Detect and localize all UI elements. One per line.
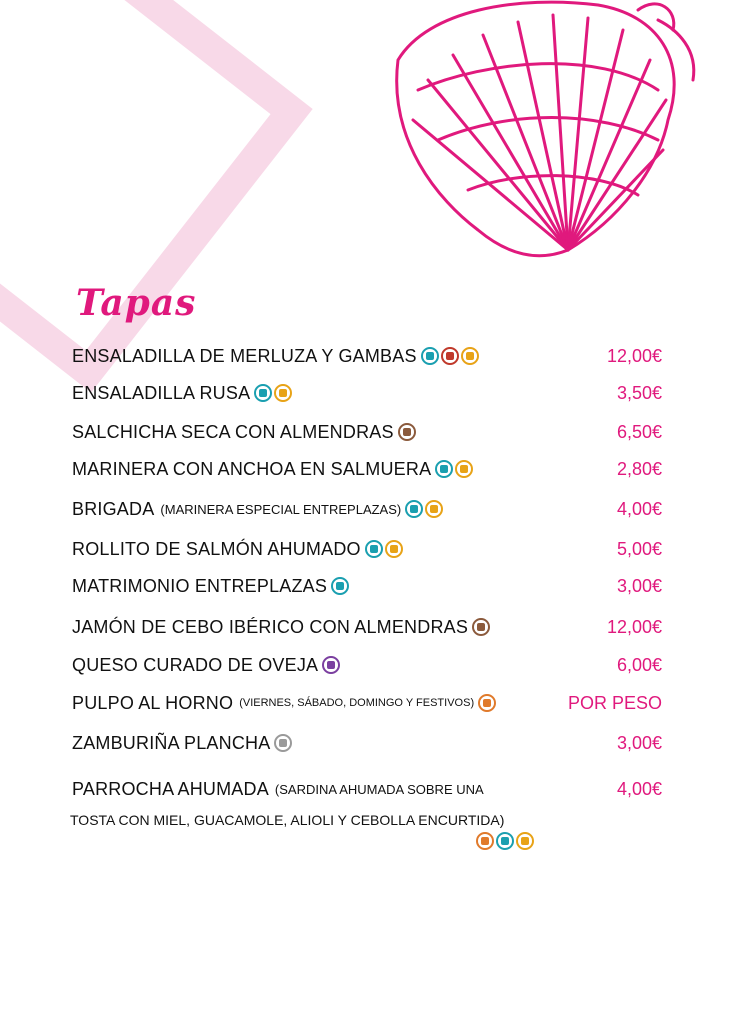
gluten-icon: [461, 347, 479, 365]
menu-item: [72, 730, 662, 756]
nuts-icon: [472, 618, 490, 636]
allergen-icons: [322, 656, 342, 674]
menu-item: [72, 652, 662, 678]
allergen-icons: [405, 500, 445, 518]
item-name: ENSALADILLA RUSA: [72, 382, 251, 403]
allergen-icons: [435, 460, 475, 478]
shellfish-icon: [441, 347, 459, 365]
item-name: ZAMBURIÑA PLANCHA: [72, 732, 271, 753]
fish-icon: [421, 347, 439, 365]
menu-item: [72, 776, 662, 802]
allergen-icons: [421, 347, 481, 365]
dairy-icon: [322, 656, 340, 674]
menu-item: [72, 536, 662, 562]
item-note: (VIERNES, SÁBADO, DOMINGO Y FESTIVOS): [239, 697, 475, 709]
fish-icon: [435, 460, 453, 478]
item-price: 6,00€: [616, 654, 662, 675]
item-price: 12,00€: [606, 616, 662, 637]
allergen-icons: [398, 423, 418, 441]
decorative-frame: [0, 0, 313, 393]
item-name: SALCHICHA SECA CON ALMENDRAS: [72, 421, 394, 442]
menu-item: [72, 419, 662, 445]
item-price: 4,00€: [616, 498, 662, 519]
menu-item: [72, 380, 662, 406]
item-price: 4,00€: [616, 778, 662, 799]
item-price: 3,00€: [616, 575, 662, 596]
gluten-icon: [516, 832, 534, 850]
gluten-icon: [425, 500, 443, 518]
allergen-icons: [331, 577, 351, 595]
allergen-icons: [472, 618, 492, 636]
fish-icon: [254, 384, 272, 402]
item-price: 2,80€: [616, 458, 662, 479]
item-name: ROLLITO DE SALMÓN AHUMADO: [72, 538, 361, 559]
menu-item: [72, 343, 662, 369]
item-price: 3,00€: [616, 732, 662, 753]
fish-icon: [331, 577, 349, 595]
item-price: 3,50€: [616, 382, 662, 403]
allergen-icons: [478, 694, 498, 712]
allergen-icons: [254, 384, 294, 402]
allergen-icons: [274, 734, 294, 752]
item-name: JAMÓN DE CEBO IBÉRICO CON ALMENDRAS: [72, 616, 469, 637]
item-name: BRIGADA: [72, 498, 155, 519]
allergen-icons: [365, 540, 405, 558]
item-price: 12,00€: [606, 345, 662, 366]
item-name: QUESO CURADO DE OVEJA: [72, 654, 319, 675]
nuts-icon: [398, 423, 416, 441]
item-name: MARINERA CON ANCHOA EN SALMUERA: [72, 458, 432, 479]
gluten-icon: [385, 540, 403, 558]
mollusc-icon: [478, 694, 496, 712]
item-name: PULPO AL HORNO: [72, 692, 234, 713]
item-price: 6,50€: [616, 421, 662, 442]
item-price: 5,00€: [616, 538, 662, 559]
menu-item: [72, 573, 662, 599]
section-title: Tapas: [76, 282, 197, 324]
menu-item: [72, 456, 662, 482]
item-description-continuation: TOSTA CON MIEL, GUACAMOLE, ALIOLI Y CEBOLLA ENCURTIDA): [70, 812, 505, 828]
mollusc-icon: [476, 832, 494, 850]
item-name: ENSALADILLA DE MERLUZA Y GAMBAS: [72, 345, 417, 366]
gluten-icon: [455, 460, 473, 478]
menu-item: [72, 496, 662, 522]
item-name: PARROCHA AHUMADA: [72, 778, 269, 799]
menu-item: [72, 614, 662, 640]
item-price: POR PESO: [567, 692, 662, 713]
scallop-shell-illustration: [368, 0, 708, 262]
allergen-icons: [476, 832, 536, 850]
menu-item: [72, 690, 662, 716]
fish-icon: [405, 500, 423, 518]
item-note: (MARINERA ESPECIAL ENTREPLAZAS): [160, 501, 402, 517]
fish-icon: [496, 832, 514, 850]
item-note: (SARDINA AHUMADA SOBRE UNA: [274, 781, 484, 797]
item-name: MATRIMONIO ENTREPLAZAS: [72, 575, 328, 596]
sulphite-icon: [274, 734, 292, 752]
fish-icon: [365, 540, 383, 558]
gluten-icon: [274, 384, 292, 402]
